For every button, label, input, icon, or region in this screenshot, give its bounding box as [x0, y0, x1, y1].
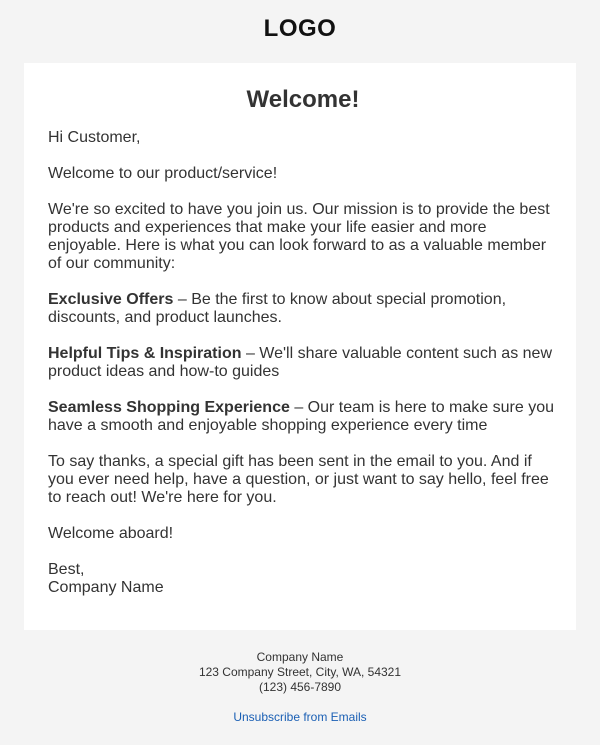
closing-text: Welcome aboard! — [48, 525, 174, 542]
thanks-text: To say thanks, a special gift has been sent in the email to you. And if you ever need help, have a question, or just want to say hello, feel free to reach out! We're here for you. — [48, 453, 549, 506]
email-body — [48, 85, 558, 597]
email-title: Welcome! — [246, 86, 360, 113]
footer-company-name: Company Name — [256, 650, 344, 664]
signature-block — [48, 561, 558, 597]
benefit-title: Helpful Tips & Inspiration — [48, 345, 242, 362]
footer-phone: (123) 456-7890 — [258, 680, 342, 694]
company-logo: LOGO — [263, 15, 337, 42]
unsubscribe-link[interactable]: Unsubscribe from Emails — [233, 710, 367, 724]
greeting-text: Hi Customer, — [48, 129, 141, 146]
intro-text: Welcome to our product/service! — [48, 165, 278, 182]
signoff-text: Best, — [48, 561, 85, 578]
benefit-description: – Be the first to know about special promotion, discounts, and product launches. — [48, 291, 507, 326]
benefit-item-exclusive-offers — [48, 291, 558, 327]
benefit-title: Exclusive Offers — [48, 291, 174, 308]
benefit-description: – We'll share valuable content such as new product ideas and how-to guides — [48, 345, 552, 380]
benefit-item-seamless-shopping — [48, 399, 558, 435]
benefit-description: – Our team is here to make sure you have a smooth and enjoyable shopping experience every time — [48, 399, 554, 434]
email-card — [24, 63, 576, 630]
footer-address: 123 Company Street, City, WA, 54321 — [198, 665, 402, 679]
email-footer — [0, 650, 600, 725]
mission-text: We're so excited to have you join us. Our mission is to provide the best products and experiences that make your life easier and more enjoyable. Here is what you can look forward to as a valuable member of our community: — [48, 201, 550, 272]
benefit-title: Seamless Shopping Experience — [48, 399, 290, 416]
benefit-item-helpful-tips — [48, 345, 558, 381]
signature-company-name: Company Name — [48, 579, 164, 596]
